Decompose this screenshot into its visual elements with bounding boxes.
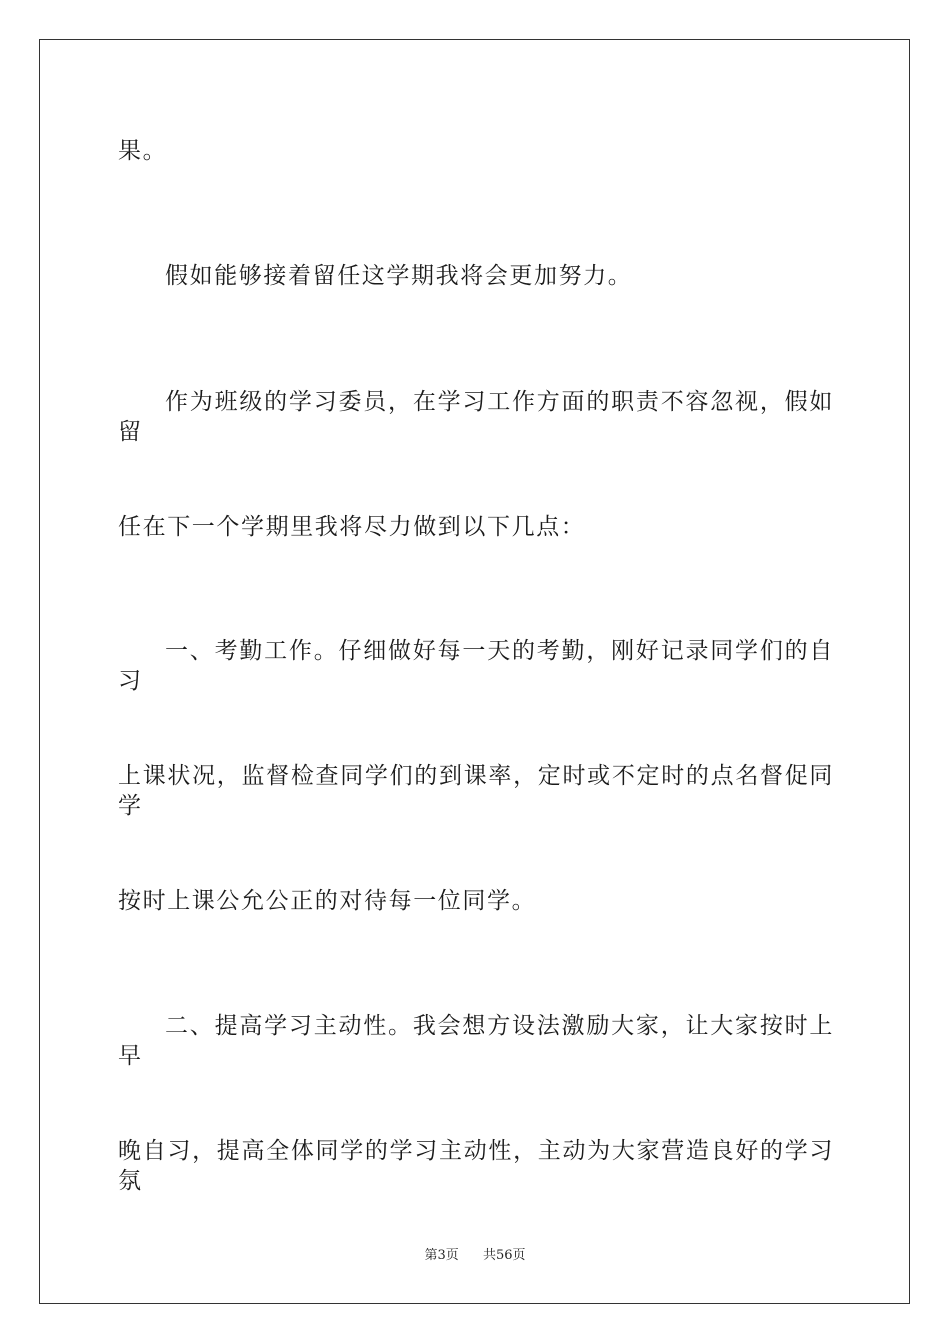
text-line: 一、考勤工作。仔细做好每一天的考勤，刚好记录同学们的自习 (118, 638, 834, 694)
text-line: 假如能够接着留任这学期我将会更加努力。 (165, 263, 633, 289)
text-line: 任在下一个学期里我将尽力做到以下几点： (118, 514, 586, 540)
text-line: 二、提高学习主动性。我会想方设法激励大家，让大家按时上早 (118, 1013, 834, 1069)
text-line: 作为班级的学习委员，在学习工作方面的职责不容忽视，假如留 (118, 389, 834, 445)
text-line: 上课状况，监督检查同学们的到课率，定时或不定时的点名督促同学 (118, 763, 834, 819)
page-total: 共56页 (483, 1248, 526, 1263)
text-line: 果。 (118, 138, 168, 164)
page-number: 第3页 (424, 1248, 459, 1263)
page-footer (0, 1247, 950, 1265)
text-line: 按时上课公允公正的对待每一位同学。 (118, 888, 537, 914)
text-line: 晚自习，提高全体同学的学习主动性，主动为大家营造良好的学习氛 (118, 1138, 834, 1194)
